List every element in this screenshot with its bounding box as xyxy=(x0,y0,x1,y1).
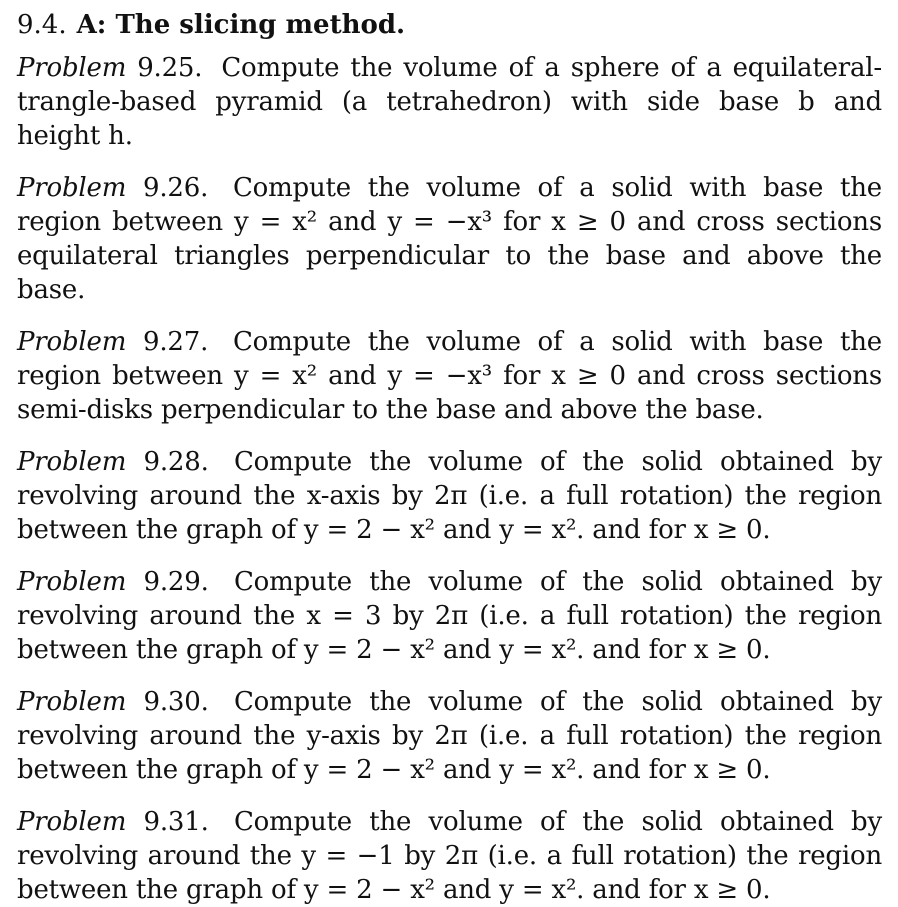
problem-number: 9.28. xyxy=(143,447,209,477)
problem-text: Compute the volume of a solid with base the region between y = x² and y = −x³ for x ≥ 0 and cross sections semi-disks perpendicular to the base and above the base. xyxy=(17,327,882,425)
problem-9-31 xyxy=(17,805,882,907)
problem-text: Compute the volume of the solid obtained by revolving around the x = 3 by 2π (i.e. a full rotation) the region between the graph of y = 2 − x² and y = x². and for x ≥ 0. xyxy=(17,567,882,665)
problem-label: Problem xyxy=(17,447,127,477)
problem-9-30 xyxy=(17,685,882,787)
problem-9-26 xyxy=(17,171,882,307)
problem-9-29 xyxy=(17,565,882,667)
problem-label: Problem xyxy=(17,327,127,357)
problem-text: Compute the volume of a sphere of a equilateral-trangle-based pyramid (a tetrahedron) with side base b and height h. xyxy=(17,53,882,151)
problem-number: 9.31. xyxy=(143,807,209,837)
problem-number: 9.29. xyxy=(143,567,209,597)
problem-9-28 xyxy=(17,445,882,547)
problem-text: Compute the volume of the solid obtained by revolving around the x-axis by 2π (i.e. a full rotation) the region between the graph of y = 2 − x² and y = x². and for x ≥ 0. xyxy=(17,447,882,545)
problem-number: 9.30. xyxy=(143,687,209,717)
problem-label: Problem xyxy=(17,173,127,203)
problem-label: Problem xyxy=(17,53,127,83)
section-heading xyxy=(17,8,882,42)
problem-number: 9.25. xyxy=(137,53,203,83)
problem-number: 9.26. xyxy=(142,173,209,203)
section-title: A: The slicing method. xyxy=(76,10,406,40)
problem-number: 9.27. xyxy=(142,327,209,357)
problem-label: Problem xyxy=(17,807,127,837)
problem-9-27 xyxy=(17,325,882,427)
problem-text: Compute the volume of the solid obtained by revolving around the y = −1 by 2π (i.e. a full rotation) the region between the graph of y = 2 − x² and y = x². and for x ≥ 0. xyxy=(17,807,882,905)
problem-9-25 xyxy=(17,51,882,153)
problem-label: Problem xyxy=(17,687,127,717)
section-number: 9.4. xyxy=(17,10,67,40)
problem-label: Problem xyxy=(17,567,127,597)
problem-text: Compute the volume of the solid obtained by revolving around the y-axis by 2π (i.e. a full rotation) the region between the graph of y = 2 − x² and y = x². and for x ≥ 0. xyxy=(17,687,882,785)
problem-text: Compute the volume of a solid with base the region between y = x² and y = −x³ for x ≥ 0 and cross sections equilateral triangles perpendicular to the base and above the base. xyxy=(17,173,882,305)
